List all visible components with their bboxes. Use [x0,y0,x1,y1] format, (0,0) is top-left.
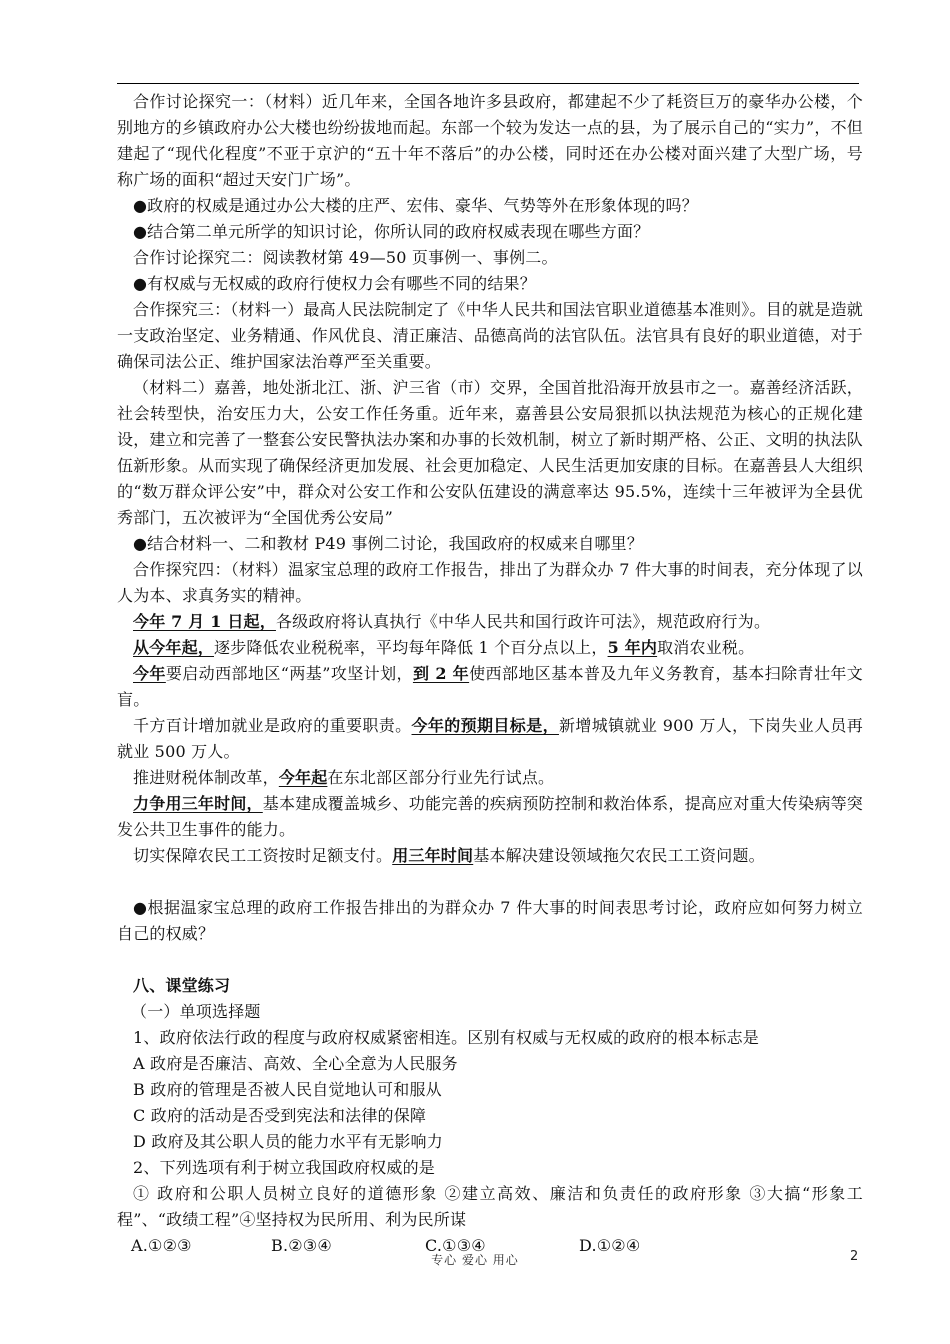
event-7-time: 用三年时间 [392,846,474,865]
question-5: ●根据温家宝总理的政府工作报告排出的为群众办 7 件大事的时间表思考讨论，政府应如何努力树立自己的权威？ [117,898,863,943]
event-6: 力争用三年时间，基本建成覆盖城乡、功能完善的疾病预防控制和救治体系，提高应对重大传染病等突发公共卫生事件的能力。 [117,794,863,839]
event-5-time: 今年起 [278,768,328,787]
spacer [117,869,863,895]
mc-question-2: 2、下列选项有利于树立我国政府权威的是 [133,1158,435,1177]
event-3-time: 今年 [133,664,166,683]
event-1-time: 今年 7 月 1 日起， [133,612,276,631]
section-heading-practice: 八、课堂练习 [133,976,231,995]
header-rule [117,83,859,84]
page-footer: 专心 爱心 用心 [431,1253,519,1267]
paragraph-explore-1: 合作讨论探究一：（材料）近几年来，全国各地许多县政府，都建起不少了耗资巨万的豪华办公楼，个别地方的乡镇政府办公大楼也纷纷拔地而起。东部一个较为发达一点的县，为了展示自己的“实力”，不但建起了“现代化程度”不亚于京沪的“五十年不落后”的办公楼，同时还在办公楼对面兴建了大型广场，号称广场的面积“超过天安门广场”。 [117,92,863,189]
page-content [117,89,863,1259]
page-number: 2 [850,1249,859,1264]
event-6-time: 力争用三年时间， [133,794,263,813]
event-4-time: 今年的预期目标是， [411,716,559,735]
question-4: ●结合材料一、二和教材 P49 事例二讨论，我国政府的权威来自哪里？ [133,534,644,553]
event-5: 推进财税体制改革，今年起在东北部区部分行业先行试点。 [133,768,555,787]
mc-question-1: 1、政府依法行政的程度与政府权威紧密相连。区别有权威与无权威的政府的根本标志是 [133,1028,759,1047]
mc-1-option-b: B 政府的管理是否被人民自觉地认可和服从 [133,1080,442,1099]
event-2-time: 从今年起， [133,638,215,657]
question-3: ●有权威与无权威的政府行使权力会有哪些不同的结果？ [133,274,536,293]
event-3: 今年要启动西部地区“两基”攻坚计划，到 2 年使西部地区基本普及九年义务教育，基本扫除青壮年文盲。 [117,664,863,709]
question-2: ●结合第二单元所学的知识讨论，你所认同的政府权威表现在哪些方面？ [133,222,650,241]
event-2-deadline: 5 年内 [607,638,658,657]
paragraph-explore-2: 合作讨论探究二：阅读教材第 49—50 页事例一、事例二。 [133,248,558,267]
mc-1-option-a: A 政府是否廉洁、高效、全心全意为人民服务 [133,1054,458,1073]
spacer [117,947,863,973]
mc-2-option-b: B.②③④ [271,1236,332,1255]
paragraph-material-2: （材料二）嘉善，地处浙北江、浙、沪三省（市）交界，全国首批沿海开放县市之一。嘉善经济活跃，社会转型快，治安压力大，公安工作任务重。近年来，嘉善县公安局狠抓以执法规范为核心的正规化建设，建立和完善了一整套公安民警执法办案和办事的长效机制，树立了新时期严格、公正、文明的执法队伍新形象。从而实现了确保经济更加发展、社会更加稳定、人民生活更加安康的目标。在嘉善县人大组织的“数万群众评公安”中，群众对公安工作和公安队伍建设的满意率达 95.5%，连续十三年被评为全县优秀部门，五次被评为“全国优秀公安局” [117,378,863,527]
subheading-single-choice: （一）单项选择题 [131,1002,261,1021]
mc-1-option-c: C 政府的活动是否受到宪法和法律的保障 [133,1106,427,1125]
event-7: 切实保障农民工工资按时足额支付。用三年时间基本解决建设领域拖欠农民工工资问题。 [133,846,765,865]
event-2: 从今年起，逐步降低农业税税率，平均每年降低 1 个百分点以上，5 年内取消农业税。 [133,638,755,657]
mc-1-option-d: D 政府及其公职人员的能力水平有无影响力 [133,1132,443,1151]
event-1: 今年 7 月 1 日起，各级政府将认真执行《中华人民共和国行政许可法》，规范政府行为。 [133,612,771,631]
paragraph-explore-3: 合作探究三：（材料一）最高人民法院制定了《中华人民共和国法官职业道德基本准则》。目的就是造就一支政治坚定、业务精通、作风优良、清正廉洁、品德高尚的法官队伍。法官具有良好的职业道德，对于确保司法公正、维护国家法治尊严至关重要。 [117,300,863,371]
mc-2-option-d: D.①②④ [579,1236,641,1255]
paragraph-explore-4: 合作探究四：（材料）温家宝总理的政府工作报告，排出了为群众办 7 件大事的时间表，充分体现了以人为本、求真务实的精神。 [117,560,863,605]
event-4: 千方百计增加就业是政府的重要职责。今年的预期目标是，新增城镇就业 900 万人，下岗失业人员再就业 500 万人。 [117,716,863,761]
question-1: ●政府的权威是通过办公大楼的庄严、宏伟、豪华、气势等外在形象体现的吗？ [133,196,698,215]
mc-2-statements: ① 政府和公职人员树立良好的道德形象 ②建立高效、廉洁和负责任的政府形象 ③大搞“形象工程”、“政绩工程”④坚持权为民所用、利为民所谋 [117,1184,863,1229]
mc-2-option-c: C.①③④ [425,1236,486,1255]
event-3-deadline: 到 2 年 [412,664,470,683]
mc-2-option-a: A.①②③ [131,1236,192,1255]
